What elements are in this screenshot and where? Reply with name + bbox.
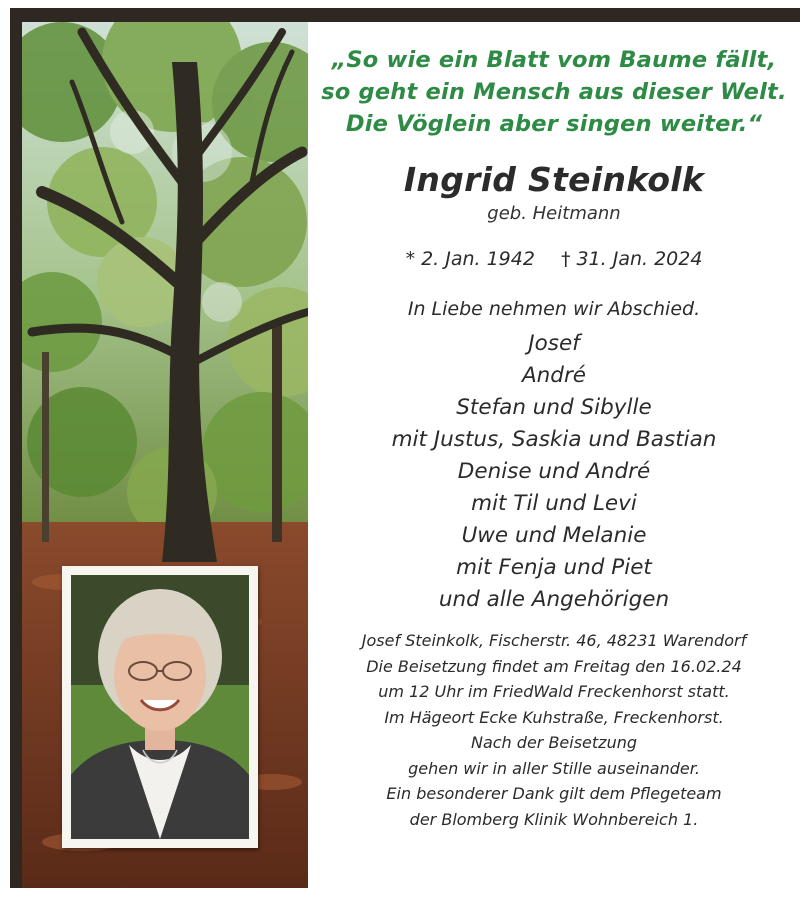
detail-line: Nach der Beisetzung (470, 733, 637, 752)
birth-date: 2. Jan. 1942 (421, 248, 535, 270)
detail-line: um 12 Uhr im FriedWald Freckenhorst statt. (378, 682, 730, 701)
mourner-line: André (521, 363, 587, 388)
portrait-photo (71, 575, 249, 839)
detail-line: der Blomberg Klinik Wohnbereich 1. (409, 809, 699, 829)
memorial-quote (308, 22, 800, 140)
deceased-name: Ingrid Steinkolk (403, 160, 705, 199)
death-date: 31. Jan. 2024 (576, 248, 703, 270)
birth-star-icon: * (405, 248, 416, 270)
mourner-line: mit Fenja und Piet (456, 555, 652, 580)
birth-name: geb. Heitmann (487, 203, 621, 224)
mourner-line: Denise und André (457, 459, 651, 484)
death-date-group (561, 248, 702, 270)
birth-date-group (406, 248, 535, 270)
mourner-line: Josef (528, 331, 580, 356)
portrait-photo-frame (62, 566, 258, 848)
funeral-details (308, 628, 800, 832)
death-cross-icon: † (560, 248, 571, 270)
farewell-line: In Liebe nehmen wir Abschied. (407, 298, 701, 320)
mourner-line: Stefan und Sibylle (456, 395, 652, 420)
obituary-text-panel (308, 22, 800, 888)
quote-line-1: „So wie ein Blatt vom Baume fällt, (331, 47, 777, 73)
detail-line: Josef Steinkolk, Fischerstr. 46, 48231 Warendorf (361, 631, 747, 650)
life-dates (308, 248, 800, 270)
mourner-line: und alle Angehörigen (438, 587, 670, 612)
mourner-line: Uwe und Melanie (461, 523, 647, 548)
mourner-line: mit Justus, Saskia und Bastian (391, 427, 717, 452)
detail-line: Ein besonderer Dank gilt dem Pflegeteam (386, 784, 722, 803)
detail-line: Im Hägeort Ecke Kuhstraße, Freckenhorst. (384, 707, 724, 727)
quote-line-2: so geht ein Mensch aus dieser Welt. (321, 79, 787, 105)
mourners-list (308, 328, 800, 616)
detail-line: Die Beisetzung findet am Freitag den 16.02.24 (366, 656, 742, 676)
mourner-line: mit Til und Levi (471, 491, 637, 516)
quote-line-3: Die Vöglein aber singen weiter.“ (345, 111, 763, 137)
detail-line: gehen wir in aller Stille auseinander. (408, 758, 700, 778)
